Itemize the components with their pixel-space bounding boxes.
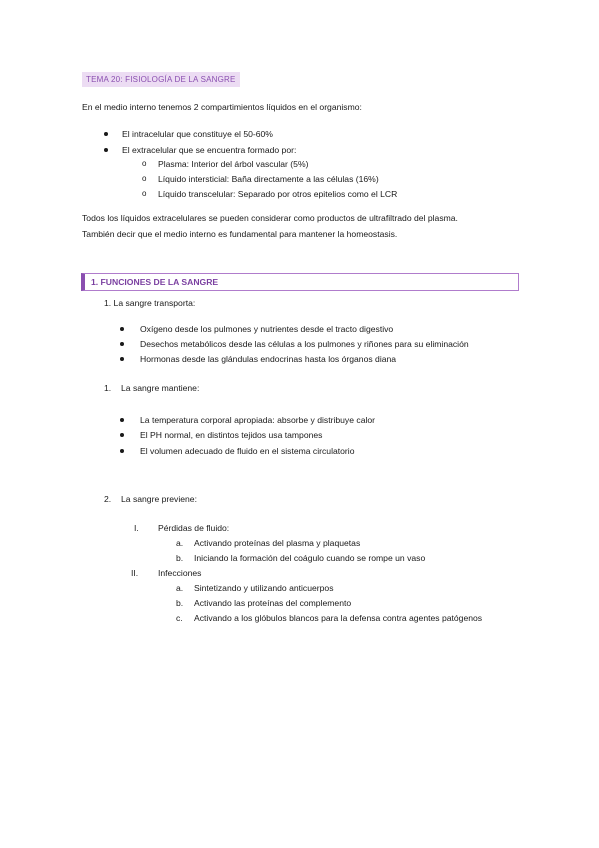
- sub-list-item: Líquido intersticial: Baña directamente a las células (16%): [158, 174, 379, 184]
- list-item: El intracelular que constituye el 50-60%: [122, 129, 273, 139]
- list-item: El volumen adecuado de fluido en el sistema circulatorio: [140, 446, 355, 456]
- section-heading: 1. FUNCIONES DE LA SANGRE: [81, 273, 519, 291]
- bullet-icon: [120, 342, 124, 346]
- list-number: 1.: [104, 383, 112, 393]
- intro-text: En el medio interno tenemos 2 compartimientos líquidos en el organismo:: [82, 102, 362, 112]
- bullet-icon: [120, 449, 124, 453]
- numbered-item: 1. La sangre transporta:: [104, 298, 196, 308]
- list-item: Activando a los glóbulos blancos para la defensa contra agentes patógenos: [194, 613, 483, 623]
- roman-numeral: II.: [131, 568, 139, 578]
- list-item: El PH normal, en distintos tejidos usa tampones: [140, 430, 323, 440]
- circle-bullet-icon: o: [142, 189, 147, 198]
- list-letter: a.: [176, 538, 184, 548]
- list-letter: b.: [176, 553, 184, 563]
- list-item: La temperatura corporal apropiada: absorbe y distribuye calor: [140, 415, 376, 425]
- list-item: Activando proteínas del plasma y plaquetas: [194, 538, 361, 548]
- list-item: El extracelular que se encuentra formado por:: [122, 145, 297, 155]
- list-item: Desechos metabólicos desde las células a los pulmones y riñones para su eliminación: [140, 339, 469, 349]
- list-number: 2.: [104, 494, 112, 504]
- paragraph-line: Todos los líquidos extracelulares se pueden considerar como productos de ultrafiltrado del plasma.: [82, 213, 458, 223]
- bullet-icon: [104, 148, 108, 152]
- bullet-icon: [120, 418, 124, 422]
- list-item: Activando las proteínas del complemento: [194, 598, 352, 608]
- roman-numeral: I.: [134, 523, 139, 533]
- bullet-icon: [104, 132, 108, 136]
- bullet-icon: [120, 357, 124, 361]
- bullet-icon: [120, 433, 124, 437]
- paragraph-line: También decir que el medio interno es fundamental para mantener la homeostasis.: [82, 229, 398, 239]
- sub-heading: Infecciones: [158, 568, 202, 578]
- list-item: Hormonas desde las glándulas endocrinas hasta los órganos diana: [140, 354, 397, 364]
- list-letter: c.: [176, 613, 183, 623]
- list-item: Sintetizando y utilizando anticuerpos: [194, 583, 334, 593]
- sub-heading: Pérdidas de fluido:: [158, 523, 230, 533]
- list-letter: a.: [176, 583, 184, 593]
- list-item: Iniciando la formación del coágulo cuando se rompe un vaso: [194, 553, 426, 563]
- list-item: Oxígeno desde los pulmones y nutrientes desde el tracto digestivo: [140, 324, 394, 334]
- circle-bullet-icon: o: [142, 159, 147, 168]
- numbered-item: La sangre previene:: [121, 494, 197, 504]
- page-title: TEMA 20: FISIOLOGÍA DE LA SANGRE: [82, 72, 240, 87]
- sub-list-item: Líquido transcelular: Separado por otros epitelios como el LCR: [158, 189, 398, 199]
- list-letter: b.: [176, 598, 184, 608]
- bullet-icon: [120, 327, 124, 331]
- sub-list-item: Plasma: Interior del árbol vascular (5%): [158, 159, 309, 169]
- numbered-item: La sangre mantiene:: [121, 383, 200, 393]
- circle-bullet-icon: o: [142, 174, 147, 183]
